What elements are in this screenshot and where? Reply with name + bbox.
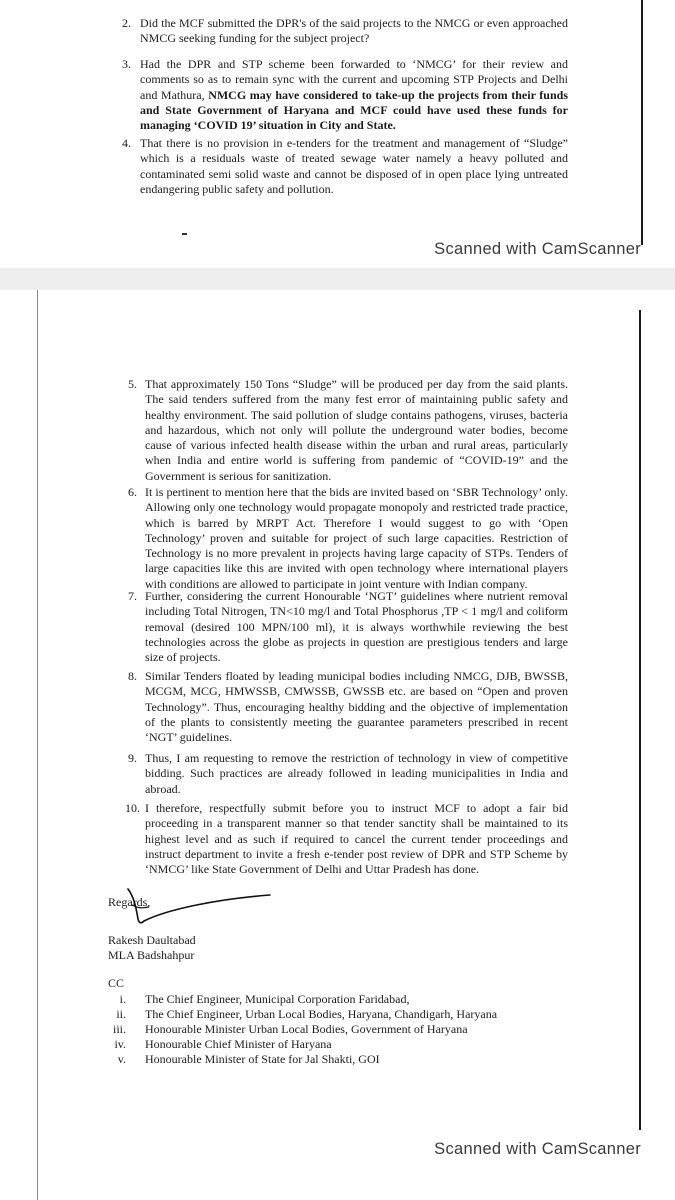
item-text: Did the MCF submitted the DPR's of the said projects to the NMCG or even approached NMCG seeking funding for the subject project? bbox=[140, 16, 568, 46]
signer-title: MLA Badshahpur bbox=[108, 948, 195, 962]
cc-label: CC bbox=[108, 976, 125, 990]
item-number: 8. bbox=[128, 669, 137, 683]
cc-number: i. bbox=[119, 992, 126, 1006]
closing-text: Regards, bbox=[108, 895, 151, 909]
item-number: 2. bbox=[122, 16, 131, 30]
item-text: That approximately 150 Tons “Sludge” will be produced per day from the said plants. The said tenders suffered from the many fest error of maintaining public safety and healthy environment. The said pollution of sludge contains pathogens, viruses, bacteria and hazardous, which not only will pollute the underground water bodies, become cause of various infected health disease within the urban and rural areas, particularly when India and entire world is suffering from pandemic of “COVID-19” and the Government is serious for sanitization. bbox=[145, 377, 568, 483]
item-text-plain: Had the DPR and STP scheme been forwarded to ‘NMCG’ for their review and comments so as to remain sync with the current and upcoming STP Projects and Delhi and Mathura, bbox=[140, 57, 568, 102]
cc-text: The Chief Engineer, Municipal Corporation Faridabad, bbox=[145, 992, 410, 1006]
scan-edge-line bbox=[641, 0, 643, 245]
cc-text: The Chief Engineer, Urban Local Bodies, Haryana, Chandigarh, Haryana bbox=[145, 1007, 498, 1021]
item-number: 9. bbox=[128, 751, 137, 765]
cc-text: Honourable Minister Urban Local Bodies, Government of Haryana bbox=[145, 1022, 468, 1036]
item-text: Further, considering the current Honourable ‘NGT’ guidelines where nutrient removal including Total Nitrogen, TN<10 mg/l and Total Phosphorus ,TP < 1 mg/l and coliform removal (desired 100 MPN/100 ml), it is always worthwhile reviewing the best technologies across the globe as projects in question are prestigious tenders and large size of projects. bbox=[145, 589, 568, 665]
item-text: It is pertinent to mention here that the bids are invited based on ‘SBR Technology’ only. Allowing only one technology would propagate monopoly and restricted trade practice, which is barred by MRPT Act. Therefore I would suggest to go with ‘Open Technology’ proven and suitable for project of such large capacities. Restriction of Technology is no more prevalent in projects having large capacity of STPs. Tenders of large capacities like this are invited with open technology where international players with conditions are allowed to participate in joint venture with Indian company. bbox=[145, 485, 568, 591]
signer-name: Rakesh Daultabad bbox=[108, 933, 196, 947]
item-text-bold: NMCG may have considered to take-up the projects from their funds and State Government of Haryana and MCF could have used these funds for managing ‘COVID 19’ situation in City and State. bbox=[140, 87, 568, 133]
camscanner-watermark: Scanned with CamScanner bbox=[434, 1140, 641, 1158]
item-number: 5. bbox=[128, 377, 137, 391]
cc-item bbox=[0, 1037, 675, 1052]
item-text: Similar Tenders floated by leading municipal bodies including NMCG, DJB, BWSSB, MCGM, MCG, HMWSSB, CMWSSB, GWSSB etc. are based on “Open and proven Technology”. Thus, encouraging healthy bidding and the objective of implementation of the plants to consistently meeting the guarantee parameters prescribed in recent ‘NGT’ guidelines. bbox=[145, 669, 568, 745]
cc-text: Honourable Minister of State for Jal Shakti, GOI bbox=[145, 1052, 380, 1066]
cc-number: iv. bbox=[114, 1037, 126, 1051]
item-text bbox=[140, 57, 568, 133]
handwritten-signature bbox=[108, 885, 278, 930]
item-text: Thus, I am requesting to remove the restriction of technology in view of competitive bidding. Such practices are already followed in leading municipalities in India and abroad. bbox=[145, 751, 568, 796]
cc-number: ii. bbox=[116, 1007, 126, 1021]
camscanner-watermark: Scanned with CamScanner bbox=[434, 240, 641, 258]
cc-number: v. bbox=[117, 1052, 126, 1066]
item-text: I therefore, respectfully submit before you to instruct MCF to adopt a fair bid proceeding in a transparent manner so that tender sanctity shall be maintained to its highest level and as such if required to cancel the current tender proceedings and instruct department to invite a fresh e-tender post review of DPR and STP Scheme by ‘NMCG’ like State Government of Delhi and Uttar Pradesh has done. bbox=[145, 801, 568, 877]
item-number: 7. bbox=[128, 589, 137, 603]
cc-item bbox=[0, 1052, 675, 1067]
item-number: 6. bbox=[128, 485, 137, 499]
scanned-page-1 bbox=[0, 0, 675, 268]
item-number: 10. bbox=[125, 801, 140, 815]
cc-item bbox=[0, 1007, 675, 1022]
cc-item bbox=[0, 992, 675, 1007]
cc-text: Honourable Chief Minister of Haryana bbox=[145, 1037, 332, 1051]
cc-number: iii. bbox=[112, 1022, 126, 1036]
scanned-page-2 bbox=[0, 290, 675, 1200]
cc-item bbox=[0, 1022, 675, 1037]
scan-mark bbox=[182, 233, 187, 235]
item-number: 3. bbox=[122, 57, 131, 71]
item-text: That there is no provision in e-tenders for the treatment and management of “Sludge” which is a residuals waste of treated sewage water namely a heavy polluted and contaminated semi solid waste and cannot be disposed of in open place lying untreated endangering public safety and pollution. bbox=[140, 136, 568, 196]
item-number: 4. bbox=[122, 136, 131, 150]
